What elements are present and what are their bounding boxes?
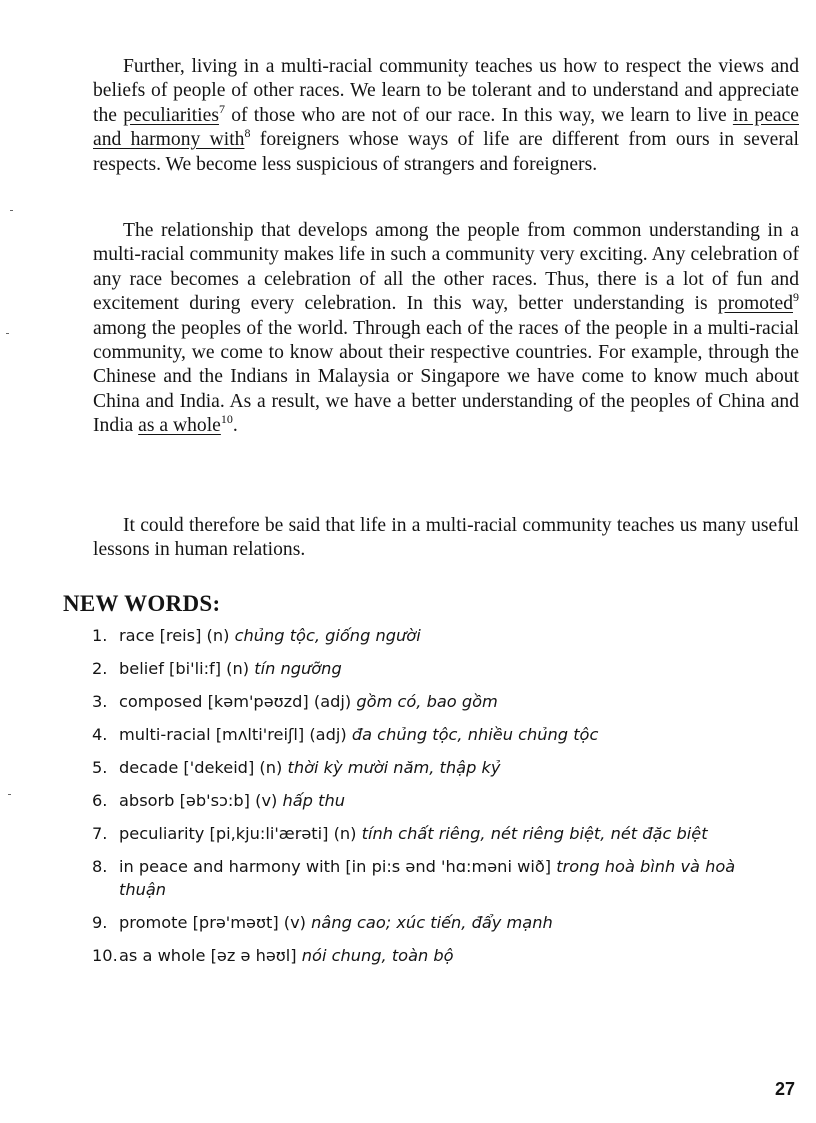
scan-speck <box>6 333 9 334</box>
vocab-item <box>92 756 782 779</box>
vocab-item <box>92 690 782 713</box>
vocab-item <box>92 723 782 746</box>
vocab-number: 9. <box>92 913 108 932</box>
vocab-meaning: nâng cao; xúc tiến, đẩy mạnh <box>311 913 553 932</box>
vocab-number: 3. <box>92 692 108 711</box>
paragraph-2 <box>93 219 799 439</box>
vocab-entry: belief [bi'li:f] (n) <box>119 659 250 678</box>
underlined-term: in peace and harmony with <box>93 104 799 151</box>
vocab-entry: race [reis] (n) <box>119 626 230 645</box>
vocab-item <box>92 911 782 934</box>
scan-speck <box>10 210 13 211</box>
vocab-meaning: thời kỳ mười năm, thập kỷ <box>287 758 501 777</box>
text-run: Further, living in a multi-racial community teaches us how to respect the views and beliefs of people of other races. We learn to be tolerant and to understand and appreciate the <box>93 56 799 126</box>
vocab-entry: decade ['dekeid] (n) <box>119 758 283 777</box>
new-words-heading: NEW WORDS: <box>63 591 221 616</box>
vocab-meaning: hấp thu <box>282 791 345 810</box>
vocab-meaning: chủng tộc, giống người <box>234 626 421 645</box>
vocab-item <box>92 822 782 845</box>
vocab-entry: peculiarity [pi,kju:li'ærəti] (n) <box>119 824 357 843</box>
footnote-marker: 7 <box>218 101 225 116</box>
page-number: 27 <box>774 1079 795 1099</box>
underlined-term: peculiarities <box>123 104 219 126</box>
vocab-number: 8. <box>92 857 108 876</box>
vocab-meaning: trong hoà bình và hoà thuận <box>119 857 736 899</box>
text-run: . <box>232 415 238 437</box>
vocab-entry: as a whole [əz ə həʊl] <box>119 946 297 965</box>
vocab-entry: absorb [əb'sɔ:b] (v) <box>119 791 278 810</box>
vocab-entry: composed [kəm'pəʊzd] (adj) <box>119 692 352 711</box>
text-run: of those who are not of our race. In this way, we learn to live <box>224 104 733 126</box>
paragraph-3 <box>93 514 799 563</box>
paragraph-1 <box>93 55 799 177</box>
vocab-meaning: tính chất riêng, nét riêng biệt, nét đặc biệt <box>361 824 708 843</box>
footnote-marker: 10 <box>220 412 233 427</box>
vocab-entry: multi-racial [mʌlti'reiʃl] (adj) <box>119 725 347 744</box>
vocab-number: 10. <box>92 946 118 965</box>
underlined-term: promoted <box>717 293 793 315</box>
vocab-item <box>92 789 782 812</box>
vocab-item <box>92 944 782 967</box>
vocab-number: 1. <box>92 626 108 645</box>
vocab-number: 6. <box>92 791 108 810</box>
vocab-number: 4. <box>92 725 108 744</box>
vocab-item <box>92 855 782 901</box>
text-run: among the peoples of the world. Through each of the races of the people in a multi-racial community, we come to know about their respective countries. For example, through the Chinese and the Indians in Malaysia or Singapore we have come to know much about China and India. As a result, we have a better understanding of the peoples of China and India <box>93 317 799 437</box>
vocabulary-list <box>92 624 782 977</box>
vocab-meaning: nói chung, toàn bộ <box>301 946 454 965</box>
text-run: The relationship that develops among the people from common understanding in a multi-racial community makes life in such a community very exciting. Any celebration of any race becomes a celebration of all the other races. Thus, there is a lot of fun and excitement during every celebration. In this way, better understanding is <box>93 220 799 315</box>
vocab-number: 7. <box>92 824 108 843</box>
vocab-meaning: đa chủng tộc, nhiều chủng tộc <box>351 725 599 744</box>
text-run: foreigners whose ways of life are different from ours in several respects. We become less suspicious of strangers and foreigners. <box>93 129 800 175</box>
text-run: It could therefore be said that life in a multi-racial community teaches us many useful lessons in human relations. <box>93 515 799 561</box>
vocab-entry: promote [prə'məʊt] (v) <box>119 913 307 932</box>
scan-speck <box>8 794 11 795</box>
footnote-marker: 8 <box>244 126 251 141</box>
vocab-meaning: gồm có, bao gồm <box>356 692 498 711</box>
vocab-item <box>92 624 782 647</box>
vocab-number: 5. <box>92 758 108 777</box>
vocab-number: 2. <box>92 659 108 678</box>
vocab-item <box>92 657 782 680</box>
underlined-term: as a whole <box>138 415 221 437</box>
footnote-marker: 9 <box>793 290 799 305</box>
vocab-entry: in peace and harmony with [in pi:s ənd 'hɑ:məni wið] <box>119 857 552 876</box>
vocab-meaning: tín ngưỡng <box>254 659 342 678</box>
